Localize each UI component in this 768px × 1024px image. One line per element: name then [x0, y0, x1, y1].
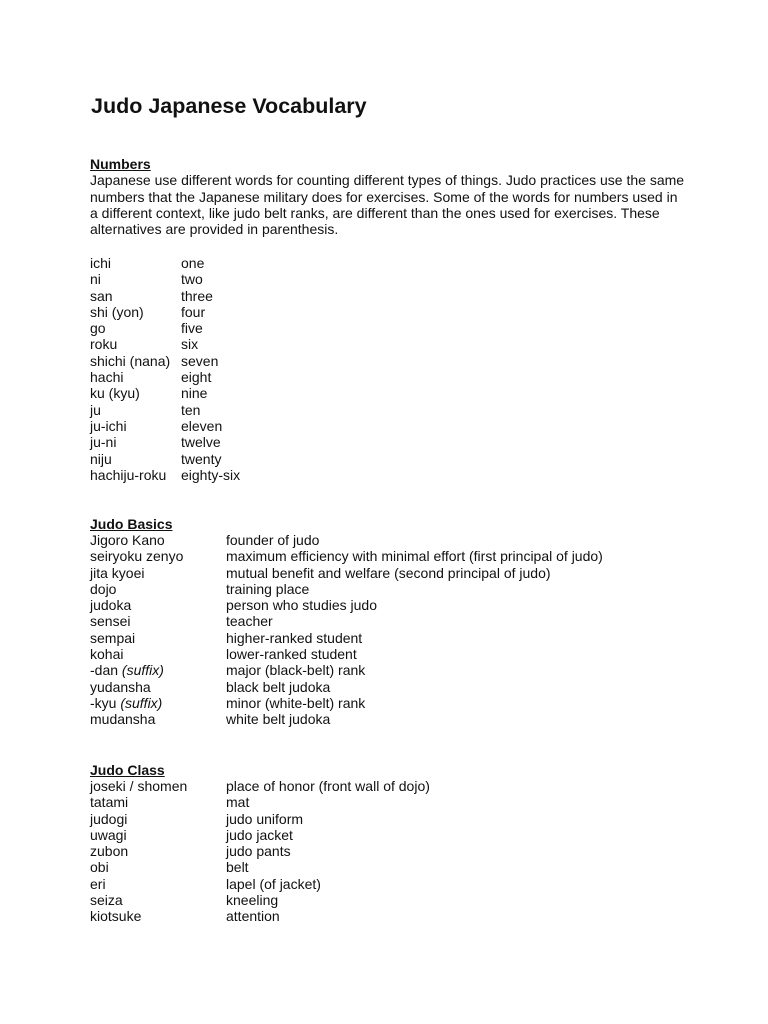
vocab-term-text: Jigoro Kano: [90, 532, 165, 548]
vocab-term-text: go: [90, 320, 106, 337]
vocab-term: [90, 695, 226, 711]
vocab-term-text: judoka: [90, 597, 132, 614]
vocab-term: [90, 859, 226, 875]
vocab-row: [90, 548, 603, 564]
vocab-row: [90, 353, 240, 369]
vocab-meaning: nine: [181, 385, 208, 402]
vocab-term: [90, 876, 226, 892]
vocab-meaning: place of honor (front wall of dojo): [226, 778, 430, 794]
judo-class-vocab-list: [90, 778, 430, 925]
vocab-meaning: four: [181, 303, 206, 320]
vocab-meaning: training place: [226, 580, 310, 597]
vocab-term-text: shi (yon): [90, 303, 144, 320]
vocab-row: [90, 794, 430, 810]
vocab-term: [90, 385, 181, 401]
vocab-row: [90, 695, 603, 711]
vocab-meaning: two: [181, 271, 203, 288]
vocab-term: [90, 597, 226, 613]
paragraph-line: alternatives are provided in parenthesis.: [90, 221, 339, 238]
vocab-meaning: black belt judoka: [226, 678, 331, 695]
vocab-term: [90, 402, 181, 418]
section-heading-numbers: Numbers: [90, 156, 151, 172]
vocab-term: [90, 662, 226, 678]
vocab-term-text: sensei: [90, 613, 131, 630]
paragraph-line: a different context, like judo belt ranks, are different than the ones used for exercises. These: [90, 204, 660, 221]
vocab-term-text: niju: [90, 450, 112, 467]
vocab-meaning: minor (white-belt) rank: [226, 694, 366, 711]
vocab-meaning: five: [181, 320, 203, 337]
vocab-meaning: teacher: [226, 613, 273, 630]
vocab-meaning: higher-ranked student: [226, 629, 363, 646]
vocab-term: [90, 532, 226, 548]
vocab-row: [90, 451, 240, 467]
vocab-row: [90, 532, 603, 548]
vocab-row: [90, 613, 603, 629]
judo-basics-vocab-list: [90, 532, 603, 728]
vocab-meaning: mat: [226, 794, 250, 811]
vocab-term: [90, 794, 226, 810]
vocab-term: [90, 613, 226, 629]
vocab-row: [90, 892, 430, 908]
vocab-term-text: seiza: [90, 892, 123, 909]
vocab-term-text: ju-ichi: [90, 417, 127, 434]
judo-basics-section: [90, 516, 690, 532]
vocab-meaning: one: [181, 255, 205, 271]
vocab-row: [90, 255, 240, 271]
vocab-meaning: eighty-six: [181, 466, 241, 483]
vocab-term: [90, 288, 181, 304]
vocab-term-text: eri: [90, 875, 106, 892]
vocab-term: [90, 418, 181, 434]
vocab-row: [90, 859, 430, 875]
vocab-term: [90, 778, 226, 794]
vocab-row: [90, 369, 240, 385]
vocab-term-text: -kyu: [90, 694, 117, 711]
vocab-term-text: joseki / shomen: [90, 778, 188, 794]
vocab-meaning: maximum efficiency with minimal effort (first principal of judo): [226, 548, 603, 565]
vocab-row: [90, 288, 240, 304]
vocab-meaning: belt: [226, 859, 249, 876]
vocab-term-text: seiryoku zenyo: [90, 548, 184, 565]
vocab-meaning: judo jacket: [226, 826, 293, 843]
vocab-row: [90, 630, 603, 646]
vocab-row: [90, 581, 603, 597]
numbers-intro-paragraph: [90, 172, 690, 237]
vocab-term: [90, 711, 226, 727]
paragraph-line: numbers that the Japanese military does for exercises. Some of the words for numbers used in: [90, 188, 678, 205]
vocab-row: [90, 467, 240, 483]
vocab-meaning: kneeling: [226, 892, 279, 909]
vocab-term: [90, 467, 181, 483]
vocab-meaning: judo pants: [226, 843, 291, 860]
vocab-meaning: founder of judo: [226, 532, 320, 548]
vocab-term: [90, 679, 226, 695]
vocab-term: [90, 565, 226, 581]
vocab-meaning: lapel (of jacket): [226, 875, 321, 892]
vocab-term-text: hachi: [90, 369, 124, 386]
vocab-term-text: hachiju-roku: [90, 466, 167, 483]
vocab-meaning: six: [181, 336, 199, 353]
vocab-term-text: kiotsuke: [90, 908, 142, 925]
vocab-term-text: uwagi: [90, 826, 127, 843]
vocab-meaning: attention: [226, 908, 280, 925]
section-heading-judo-class: Judo Class: [90, 762, 165, 778]
vocab-term-text: sempai: [90, 629, 136, 646]
vocab-row: [90, 843, 430, 859]
vocab-meaning: eight: [181, 369, 212, 386]
numbers-section: [90, 156, 690, 237]
vocab-row: [90, 320, 240, 336]
vocab-term: [90, 843, 226, 859]
vocab-term-suffix: (suffix): [120, 694, 163, 711]
vocab-term-text: san: [90, 287, 113, 304]
vocab-term-text: roku: [90, 336, 118, 353]
section-heading-judo-basics: Judo Basics: [90, 516, 173, 532]
vocab-meaning: judo uniform: [226, 810, 304, 827]
vocab-term: [90, 581, 226, 597]
vocab-term: [90, 451, 181, 467]
vocab-term-text: obi: [90, 859, 109, 876]
vocab-row: [90, 336, 240, 352]
vocab-row: [90, 662, 603, 678]
vocab-meaning: eleven: [181, 417, 223, 434]
vocab-term: [90, 646, 226, 662]
vocab-row: [90, 385, 240, 401]
vocab-row: [90, 271, 240, 287]
vocab-term: [90, 434, 181, 450]
vocab-row: [90, 679, 603, 695]
vocab-term: [90, 369, 181, 385]
vocab-row: [90, 434, 240, 450]
vocab-term-text: tatami: [90, 794, 129, 811]
vocab-term: [90, 320, 181, 336]
vocab-meaning: lower-ranked student: [226, 646, 357, 663]
vocab-term-text: dojo: [90, 580, 117, 597]
vocab-row: [90, 418, 240, 434]
vocab-term-text: ku (kyu): [90, 385, 140, 402]
vocab-term: [90, 630, 226, 646]
vocab-meaning: three: [181, 287, 213, 304]
vocab-row: [90, 876, 430, 892]
vocab-row: [90, 565, 603, 581]
vocab-row: [90, 811, 430, 827]
vocab-term: [90, 908, 226, 924]
vocab-row: [90, 597, 603, 613]
paragraph-line: Japanese use different words for counting different types of things. Judo practices use the same: [90, 172, 685, 189]
vocab-row: [90, 402, 240, 418]
vocab-term-text: zubon: [90, 843, 129, 860]
vocab-meaning: white belt judoka: [226, 711, 331, 728]
vocab-meaning: twenty: [181, 450, 222, 467]
vocab-term: [90, 271, 181, 287]
vocab-row: [90, 908, 430, 924]
vocab-term: [90, 336, 181, 352]
vocab-meaning: seven: [181, 352, 219, 369]
vocab-term-text: ni: [90, 271, 101, 288]
vocab-row: [90, 711, 603, 727]
vocab-meaning: mutual benefit and welfare (second principal of judo): [226, 564, 551, 581]
vocab-row: [90, 827, 430, 843]
vocab-term: [90, 255, 181, 271]
vocab-row: [90, 304, 240, 320]
vocab-term-suffix: (suffix): [121, 662, 164, 679]
vocab-row: [90, 778, 430, 794]
vocab-term: [90, 548, 226, 564]
vocab-meaning: major (black-belt) rank: [226, 662, 366, 679]
vocab-term-text: shichi (nana): [90, 352, 171, 369]
vocab-term: [90, 353, 181, 369]
judo-class-section: [90, 762, 690, 778]
vocab-term-text: ju-ni: [90, 434, 117, 451]
vocab-term-text: mudansha: [90, 711, 156, 728]
vocab-term-text: ichi: [90, 255, 112, 271]
vocab-term-text: -dan: [90, 662, 119, 679]
numbers-vocab-list: [90, 255, 240, 483]
page-title: Judo Japanese Vocabulary: [91, 94, 367, 118]
vocab-term: [90, 827, 226, 843]
vocab-term: [90, 892, 226, 908]
vocab-term-text: ju: [90, 401, 101, 418]
vocab-term-text: jita kyoei: [90, 564, 145, 581]
vocab-term-text: judogi: [90, 810, 128, 827]
vocab-row: [90, 646, 603, 662]
vocab-term: [90, 811, 226, 827]
vocab-meaning: twelve: [181, 434, 221, 451]
vocab-meaning: person who studies judo: [226, 597, 377, 614]
vocab-term-text: yudansha: [90, 678, 151, 695]
vocab-meaning: ten: [181, 401, 201, 418]
vocab-term: [90, 304, 181, 320]
vocab-term-text: kohai: [90, 646, 124, 663]
